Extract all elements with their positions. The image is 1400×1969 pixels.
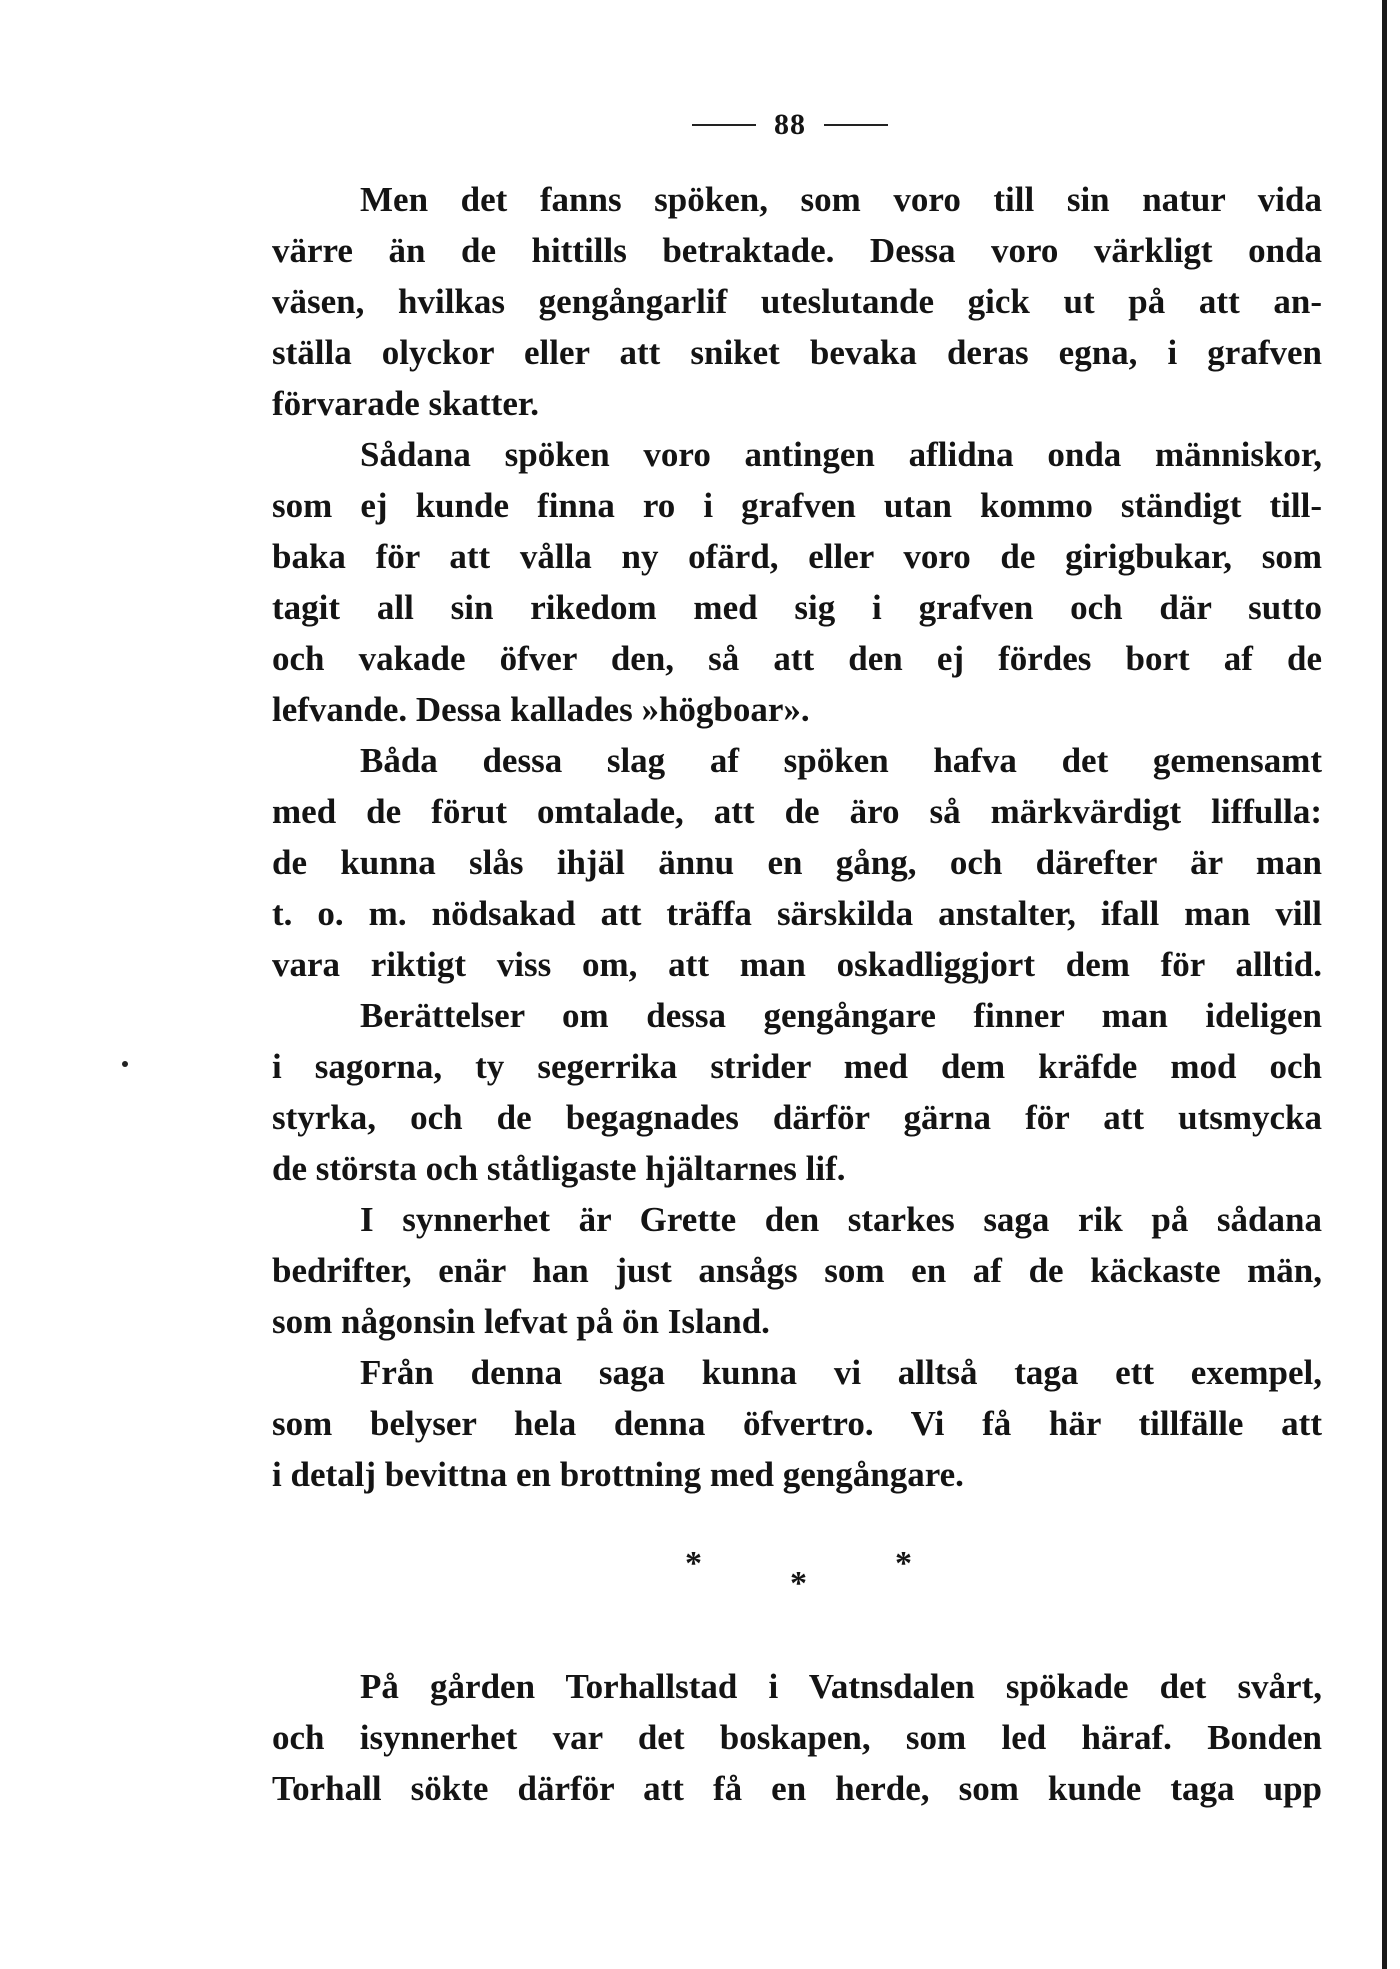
text-line: i detalj bevittna en brottning med gengångare. — [272, 1455, 964, 1494]
text-line: På gården Torhallstad i Vatnsdalen spökade det svårt, — [360, 1667, 1322, 1706]
text-line: med de förut omtalade, att de äro så märkvärdigt liffulla: — [272, 792, 1322, 831]
text-line: i sagorna, ty segerrika strider med dem kräfde mod och — [272, 1047, 1322, 1086]
text-line: förvarade skatter. — [272, 384, 539, 423]
page-number: 88 — [774, 108, 806, 141]
text-line: som belyser hela denna öfvertro. Vi få här tillfälle att — [272, 1404, 1322, 1443]
text-line: Berättelser om dessa gengångare finner man ideligen — [360, 996, 1322, 1035]
text-line: styrka, och de begagnades därför gärna för att utsmycka — [272, 1098, 1322, 1137]
text-line: ställa olyckor eller att sniket bevaka deras egna, i grafven — [272, 333, 1322, 372]
margin-mark — [122, 1061, 128, 1067]
separator-star: * — [685, 1545, 702, 1582]
text-line: de största och ståtligaste hjältarnes lif. — [272, 1149, 846, 1188]
page-edge-line — [1382, 0, 1387, 1969]
text-line: de kunna slås ihjäl ännu en gång, och därefter är man — [272, 843, 1322, 882]
text-line: och isynnerhet var det boskapen, som led häraf. Bonden — [272, 1718, 1322, 1757]
separator-star: * — [895, 1545, 912, 1582]
text-line: som någonsin lefvat på ön Island. — [272, 1302, 770, 1341]
text-line: bedrifter, enär han just ansågs som en af de käckaste män, — [272, 1251, 1322, 1290]
text-line: t. o. m. nödsakad att träffa särskilda anstalter, ifall man vill — [272, 894, 1322, 933]
text-line: baka för att vålla ny ofärd, eller voro de girigbukar, som — [272, 537, 1322, 576]
separator-star: * — [790, 1565, 807, 1602]
section-separator — [660, 1545, 960, 1605]
text-line: värre än de hittills betraktade. Dessa voro värkligt onda — [272, 231, 1322, 270]
body-text-continued — [272, 1661, 1322, 1814]
text-line: Sådana spöken voro antingen aflidna onda människor, — [360, 435, 1322, 474]
text-line: lefvande. Dessa kallades »högboar». — [272, 690, 810, 729]
text-line: tagit all sin rikedom med sig i grafven och där sutto — [272, 588, 1322, 627]
text-line: vara riktigt viss om, att man oskadliggjort dem för alltid. — [272, 945, 1322, 984]
body-text — [272, 174, 1322, 1500]
header-dash-right — [824, 124, 888, 126]
text-line: I synnerhet är Grette den starkes saga rik på sådana — [360, 1200, 1322, 1239]
text-line: Men det fanns spöken, som voro till sin natur vida — [360, 180, 1322, 219]
header-dash-left — [692, 124, 756, 126]
page-header — [670, 108, 910, 142]
text-line: Från denna saga kunna vi alltså taga ett exempel, — [360, 1353, 1322, 1392]
text-line: Båda dessa slag af spöken hafva det gemensamt — [360, 741, 1322, 780]
text-line: som ej kunde finna ro i grafven utan kommo ständigt till- — [272, 486, 1322, 525]
text-line: Torhall sökte därför att få en herde, som kunde taga upp — [272, 1769, 1322, 1808]
text-line: och vakade öfver den, så att den ej fördes bort af de — [272, 639, 1322, 678]
text-line: väsen, hvilkas gengångarlif uteslutande gick ut på att an- — [272, 282, 1322, 321]
